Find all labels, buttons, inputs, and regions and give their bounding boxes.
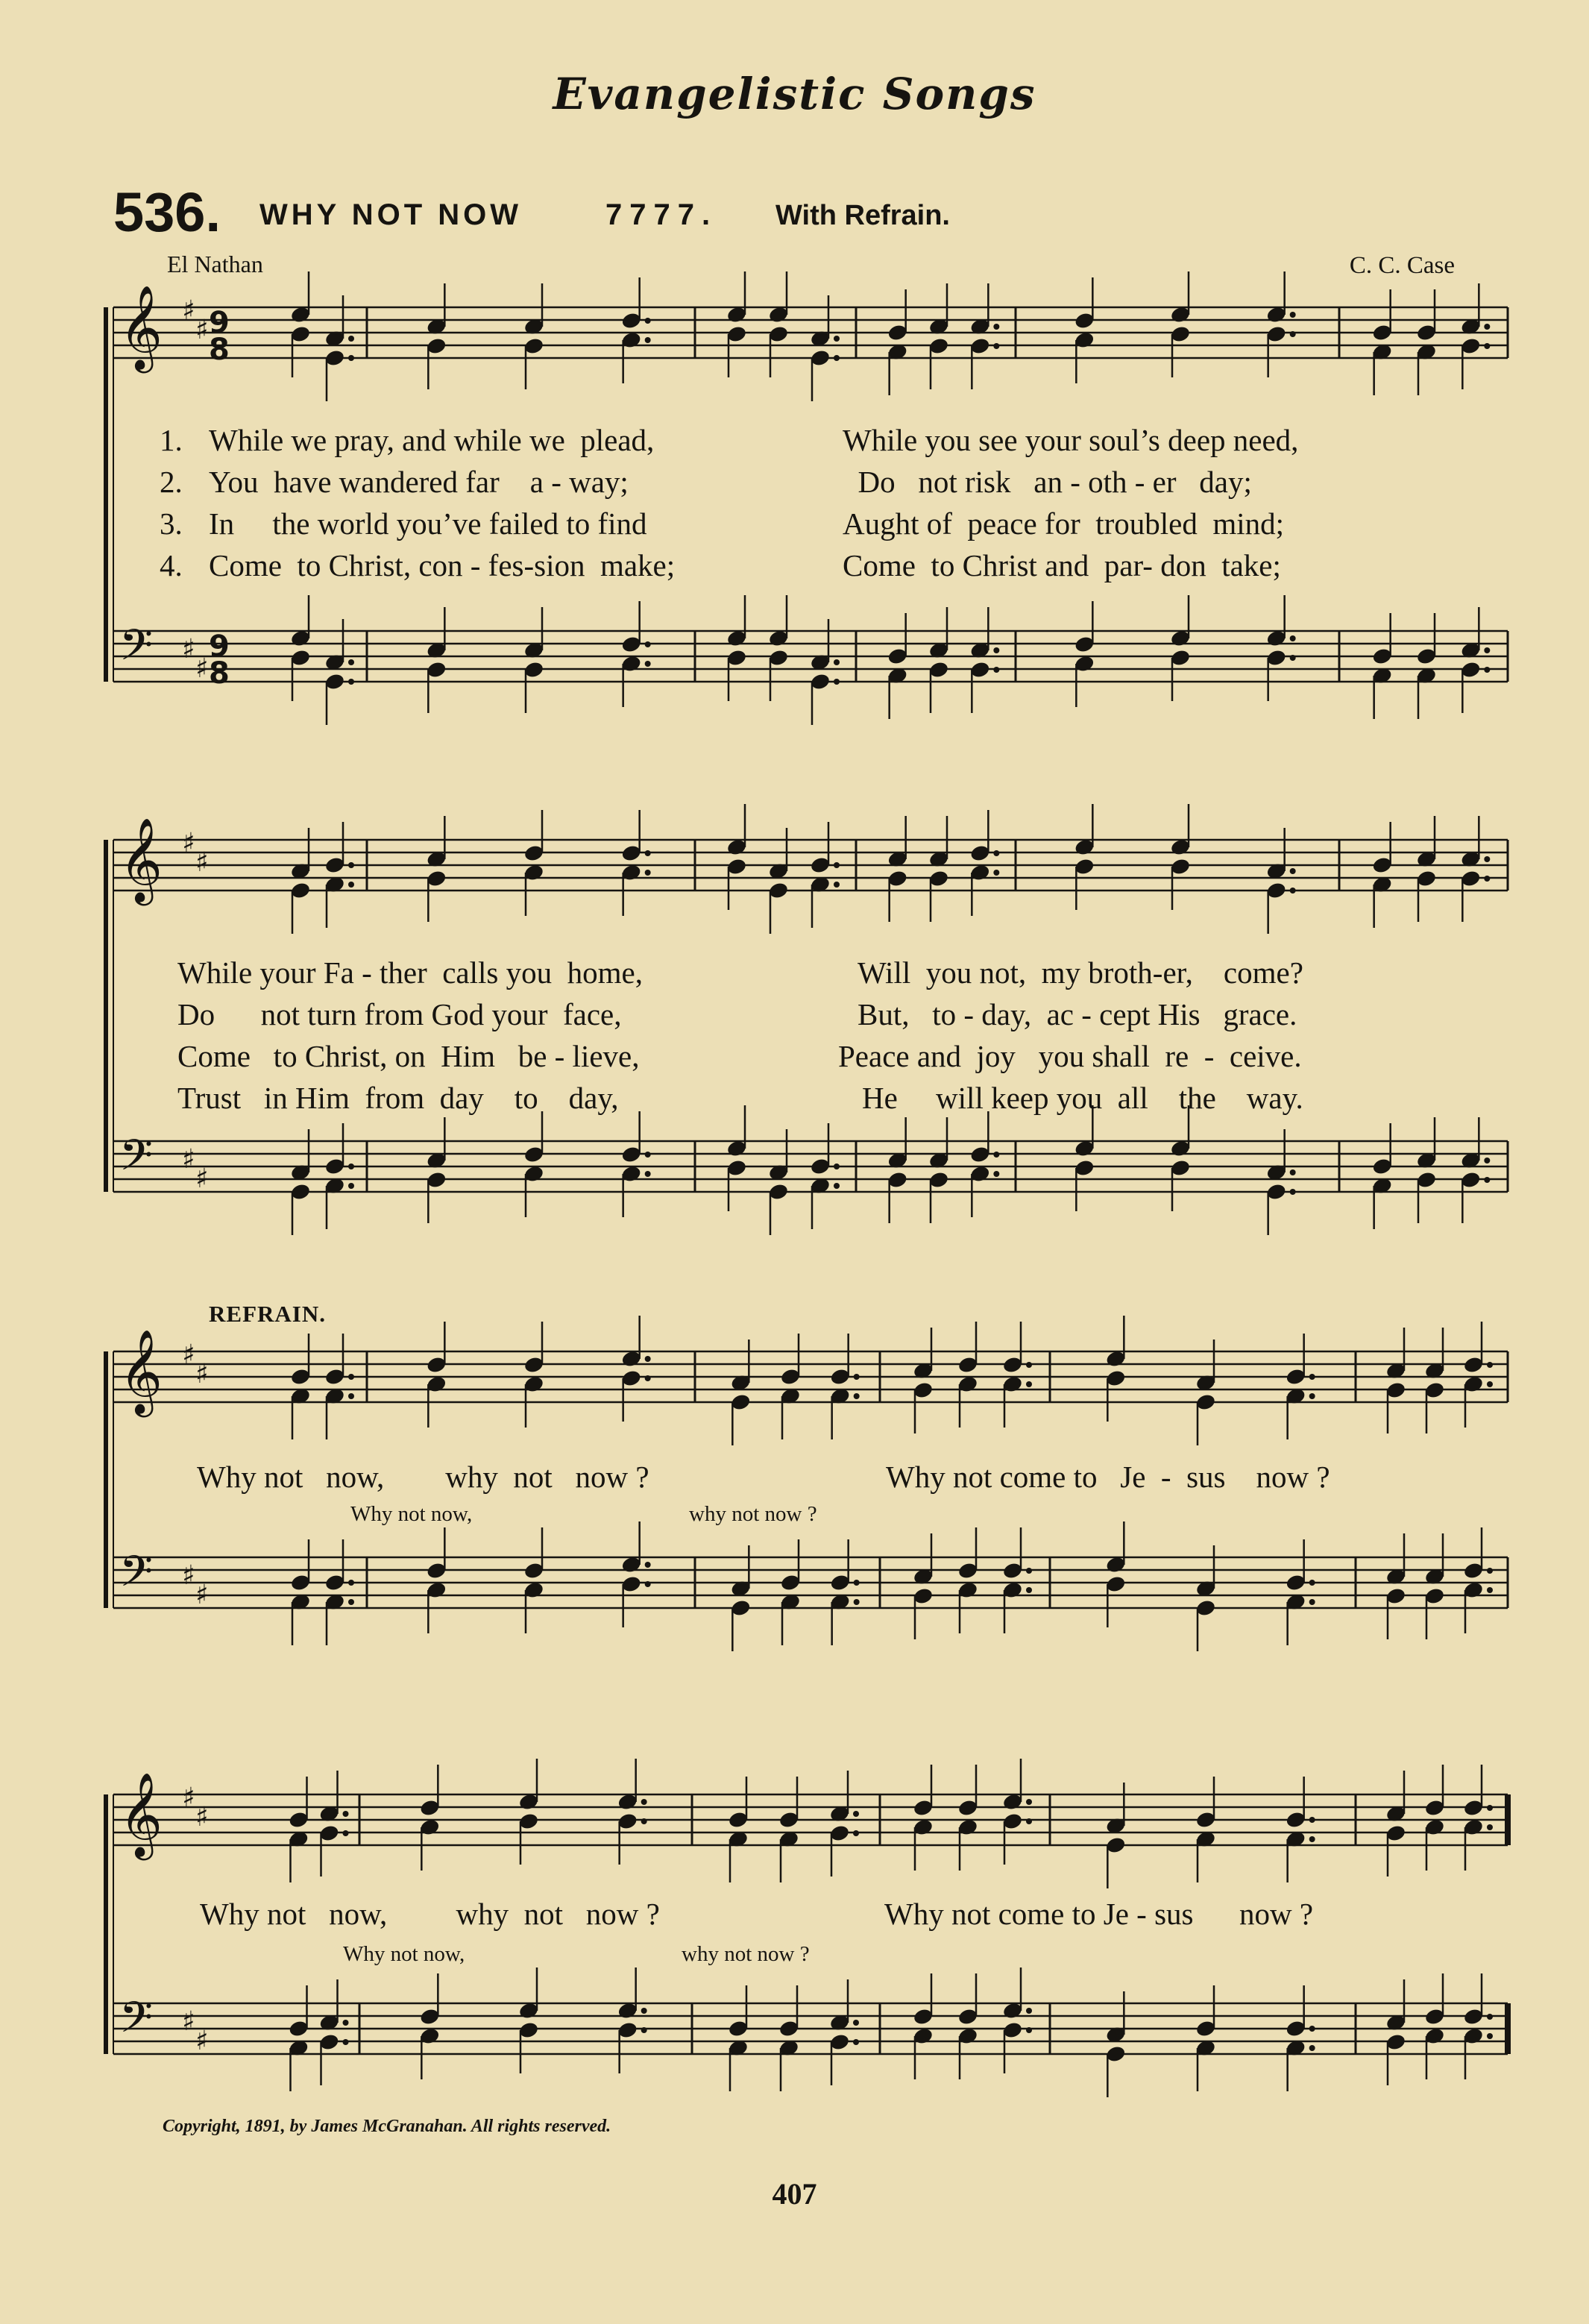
dot: [834, 355, 840, 361]
sharp-sign: ♯: [182, 295, 195, 326]
dot: [993, 1152, 999, 1158]
verse-lyric: Do not turn from God your face,: [177, 997, 622, 1031]
refrain-echo-lyric: why not now ?: [682, 1942, 810, 1966]
time-signature-numerator: 9: [209, 306, 230, 340]
dot: [1026, 2027, 1032, 2033]
treble-clef: 𝄞: [119, 1329, 163, 1414]
treble-clef: 𝄞: [119, 285, 163, 370]
hymn-composer: C. C. Case: [1349, 252, 1455, 279]
refrain-lyric: Why not come to Je - sus now ?: [884, 1897, 1314, 1931]
dot: [853, 2039, 859, 2045]
dot: [1309, 2045, 1315, 2051]
verse-lyric: Come to Christ and par- don take;: [843, 548, 1281, 582]
dot: [645, 1375, 651, 1381]
dot: [1290, 331, 1296, 337]
refrain-echo-lyric: Why not now,: [343, 1942, 465, 1966]
time-signature-denominator: 8: [209, 656, 230, 691]
refrain-echo-lyric: Why not now,: [350, 1502, 473, 1526]
verse-number: 1.: [160, 423, 183, 457]
verse-lyric: Come to Christ, con - fes-sion make;: [209, 548, 676, 582]
refrain-echo-lyric: why not now ?: [689, 1502, 817, 1526]
dot: [645, 337, 651, 343]
dot: [1026, 1799, 1032, 1805]
dot: [645, 661, 651, 667]
sharp-sign: ♯: [195, 847, 209, 878]
sharp-sign: ♯: [195, 1163, 209, 1194]
dot: [348, 1580, 354, 1586]
dot: [348, 1163, 354, 1169]
sharp-sign: ♯: [182, 634, 195, 665]
page-number: 407: [772, 2177, 817, 2211]
dot: [834, 679, 840, 685]
dot: [645, 1581, 651, 1587]
sharp-sign: ♯: [182, 828, 195, 858]
dot: [641, 1818, 647, 1824]
dot: [1290, 635, 1296, 641]
dot: [645, 641, 651, 647]
dot: [854, 1580, 860, 1586]
dot: [853, 1811, 859, 1817]
hymn-author: El Nathan: [167, 251, 263, 277]
verse-lyric: But, to - day, ac - cept His grace.: [858, 997, 1297, 1031]
dot: [1484, 856, 1490, 862]
dot: [641, 1799, 647, 1805]
sharp-sign: ♯: [182, 2006, 195, 2037]
dot: [1026, 1568, 1032, 1574]
hymn-number: 536.: [113, 181, 221, 243]
dot: [1487, 1587, 1493, 1593]
dot: [1309, 1817, 1315, 1823]
verse-lyric: In the world you’ve failed to find: [209, 506, 647, 541]
bass-clef: 𝄢: [119, 620, 154, 681]
dot: [645, 1171, 651, 1177]
sharp-sign: ♯: [182, 1340, 195, 1370]
dot: [993, 343, 999, 349]
dot: [343, 1830, 349, 1836]
dot: [1484, 1158, 1490, 1163]
dot: [854, 1599, 860, 1605]
dot: [348, 679, 354, 685]
sharp-sign: ♯: [182, 1783, 195, 1813]
verse-lyric: Peace and joy you shall re - ceive.: [838, 1039, 1302, 1073]
verse-number: 4.: [160, 548, 183, 582]
bass-clef: 𝄢: [119, 1546, 154, 1607]
dot: [1290, 655, 1296, 661]
dot: [993, 667, 999, 673]
dot: [645, 1356, 651, 1362]
dot: [854, 1374, 860, 1380]
verse-lyric: While you see your soul’s deep need,: [843, 423, 1299, 457]
dot: [348, 355, 354, 361]
sharp-sign: ♯: [195, 653, 209, 684]
treble-clef: 𝄞: [119, 817, 163, 902]
sharp-sign: ♯: [195, 1580, 209, 1610]
verse-lyric: Aught of peace for troubled mind;: [843, 506, 1285, 541]
bass-clef: 𝄢: [119, 1130, 154, 1191]
dot: [1309, 1599, 1315, 1605]
dot: [1309, 1836, 1315, 1842]
dot: [993, 870, 999, 876]
dot: [645, 1152, 651, 1158]
time-signature-denominator: 8: [209, 333, 230, 367]
dot: [1309, 2026, 1315, 2032]
dot: [1309, 1580, 1315, 1586]
dot: [1290, 888, 1296, 894]
dot: [348, 882, 354, 888]
dot: [1484, 324, 1490, 330]
dot: [1026, 1587, 1032, 1593]
bass-clef: 𝄢: [119, 1992, 154, 2053]
dot: [348, 1374, 354, 1380]
sharp-sign: ♯: [195, 315, 209, 345]
verse-lyric: Will you not, my broth-er, come?: [858, 955, 1303, 990]
dot: [1290, 312, 1296, 318]
hymn-refrain-note: With Refrain.: [775, 200, 950, 231]
time-signature-numerator: 9: [209, 629, 230, 664]
dot: [1484, 343, 1490, 349]
dot: [834, 659, 840, 665]
dot: [1487, 1805, 1493, 1811]
dot: [343, 2039, 349, 2045]
hymn-title: WHY NOT NOW: [259, 198, 523, 231]
dot: [993, 850, 999, 856]
dot: [834, 882, 840, 888]
dot: [343, 1811, 349, 1817]
verse-number: 2.: [160, 465, 183, 499]
dot: [1487, 2014, 1493, 2020]
verse-lyric: Do not risk an - oth - er day;: [843, 465, 1252, 499]
page-header-title: Evangelistic Songs: [553, 69, 1036, 119]
dot: [1026, 1818, 1032, 1824]
dot: [1484, 1177, 1490, 1183]
verse-lyric: Trust in Him from day to day,: [177, 1081, 619, 1115]
dot: [1026, 1381, 1032, 1387]
dot: [1309, 1393, 1315, 1399]
dot: [993, 1171, 999, 1177]
dot: [1487, 1568, 1493, 1574]
dot: [645, 318, 651, 324]
sharp-sign: ♯: [195, 2026, 209, 2056]
dot: [834, 1163, 840, 1169]
verse-number: 3.: [160, 506, 183, 541]
dot: [348, 1599, 354, 1605]
dot: [1484, 876, 1490, 882]
dot: [1484, 667, 1490, 673]
dot: [1487, 1362, 1493, 1368]
dot: [1487, 1381, 1493, 1387]
dot: [854, 1393, 860, 1399]
verse-lyric: While we pray, and while we plead,: [209, 423, 655, 457]
dot: [645, 1562, 651, 1568]
dot: [348, 336, 354, 342]
refrain-lyric: Why not come to Je - sus now ?: [886, 1460, 1330, 1494]
copyright-notice: Copyright, 1891, by James McGranahan. All rights reserved.: [163, 2117, 611, 2136]
dot: [1290, 868, 1296, 874]
dot: [1487, 2033, 1493, 2039]
hymn-meter: 7777.: [605, 198, 718, 231]
verse-lyric: You have wandered far a - way;: [209, 465, 629, 499]
dot: [993, 647, 999, 653]
dot: [993, 324, 999, 330]
dot: [645, 870, 651, 876]
dot: [834, 336, 840, 342]
dot: [1309, 1374, 1315, 1380]
refrain-lyric: Why not now, why not now ?: [200, 1897, 660, 1931]
dot: [343, 2020, 349, 2026]
dot: [645, 850, 651, 856]
sharp-sign: ♯: [182, 1560, 195, 1591]
verse-lyric: He will keep you all the way.: [862, 1081, 1303, 1115]
dot: [1026, 1362, 1032, 1368]
dot: [834, 862, 840, 868]
sharp-sign: ♯: [195, 1802, 209, 1832]
dot: [1290, 1189, 1296, 1195]
sharp-sign: ♯: [182, 1144, 195, 1175]
verse-lyric: While your Fa - ther calls you home,: [177, 955, 643, 990]
refrain-lyric: Why not now, why not now ?: [197, 1460, 649, 1494]
dot: [348, 862, 354, 868]
dot: [853, 2020, 859, 2026]
dot: [1487, 1824, 1493, 1830]
dot: [853, 1830, 859, 1836]
verse-lyric: Come to Christ, on Him be - lieve,: [177, 1039, 640, 1073]
dot: [1290, 1169, 1296, 1175]
dot: [641, 2008, 647, 2014]
dot: [834, 1183, 840, 1189]
dot: [348, 659, 354, 665]
dot: [348, 1183, 354, 1189]
refrain-label: REFRAIN.: [209, 1301, 326, 1327]
sharp-sign: ♯: [195, 1359, 209, 1389]
dot: [641, 2027, 647, 2033]
dot: [1026, 2008, 1032, 2014]
dot: [348, 1393, 354, 1399]
treble-clef: 𝄞: [119, 1772, 163, 1857]
dot: [1484, 647, 1490, 653]
